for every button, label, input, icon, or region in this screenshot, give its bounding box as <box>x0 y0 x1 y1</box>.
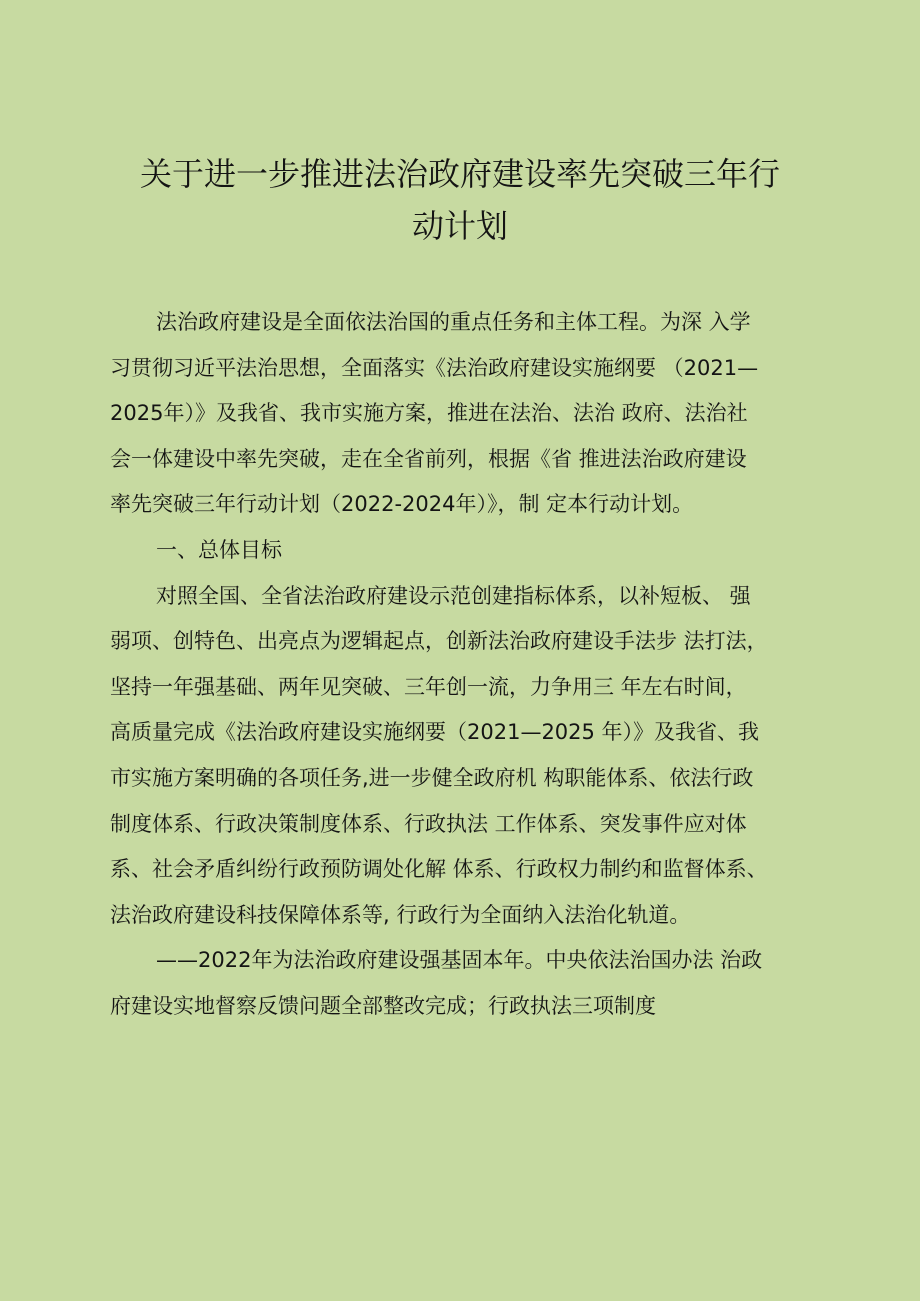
body-line-10: 高质量完成《法治政府建设实施纲要（2021—2025 年）》及我省、我 <box>110 720 760 745</box>
section-heading-overall-goal: 一、总体目标 <box>156 537 282 562</box>
body-line-9: 坚持一年强基础、两年见突破、三年创一流，力争用三 年左右时间， <box>110 674 747 699</box>
title-line-2: 动计划 <box>411 207 508 245</box>
body-line-7: 对照全国、全省法治政府建设示范创建指标体系，以补短板、 强 <box>156 583 751 608</box>
body-line-15: ——2022年为法治政府建设强基固本年。中央依法治国办法 治政 <box>156 948 763 973</box>
document-body <box>110 300 830 1030</box>
document-title <box>100 148 820 252</box>
title-line-1: 关于进一步推进法治政府建设率先突破三年行 <box>139 155 780 193</box>
body-line-4: 会一体建设中率先突破，走在全省前列，根据《省 推进法治政府建设 <box>110 446 747 471</box>
body-line-5: 率先突破三年行动计划（2022-2024年）》，制 定本行动计划。 <box>110 492 694 517</box>
body-line-1: 法治政府建设是全面依法治国的重点任务和主体工程。为深 入学 <box>156 310 751 334</box>
body-line-11: 市实施方案明确的各项任务,进一步健全政府机 构职能体系、依法行政 <box>110 765 754 790</box>
body-line-13: 系、社会矛盾纠纷行政预防调处化解 体系、行政权力制约和监督体系、 <box>110 857 768 882</box>
body-line-14: 法治政府建设科技保障体系等, 行政行为全面纳入法治化轨道。 <box>110 902 691 927</box>
body-line-2: 习贯彻习近平法治思想，全面落实《法治政府建设实施纲要 （2021— <box>110 355 759 380</box>
body-line-16: 府建设实地督察反馈问题全部整改完成；行政执法三项制度 <box>110 993 656 1018</box>
body-line-8: 弱项、创特色、出亮点为逻辑起点，创新法治政府建设手法步 法打法， <box>110 629 768 654</box>
body-line-12: 制度体系、行政决策制度体系、行政执法 工作体系、突发事件应对体 <box>110 811 747 836</box>
body-line-3: 2025年）》及我省、我市实施方案，推进在法治、法治 政府、法治社 <box>110 401 748 426</box>
